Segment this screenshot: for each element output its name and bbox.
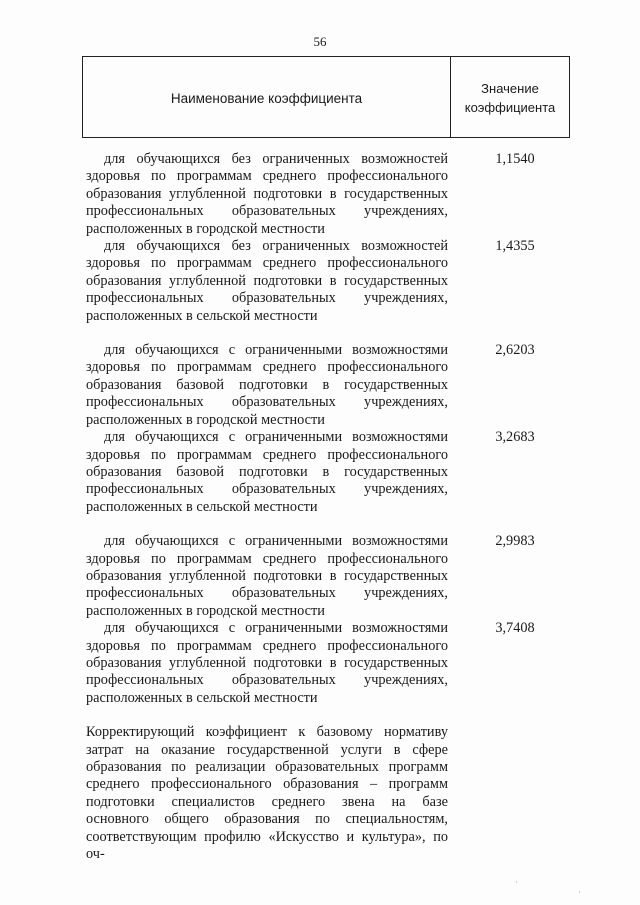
- row-description: для обучающихся с ограниченными возможностями здоровья по программам среднего профессионального образования углубленной подготовки в государственных профессиональных образовательных учреждениях, расположенных в городской местности: [86, 533, 448, 619]
- header-value-line2: коэффициента: [464, 100, 556, 115]
- scan-noise: ·: [515, 878, 518, 887]
- row-value: 3,7408: [495, 620, 535, 637]
- final-paragraph: Корректирующий коэффициент к базовому нормативу затрат на оказание государственной услуги в сфере образования по реализации образовательных программ среднего профессионального образования – программ подготовки специалистов среднего звена на базе основного общего образования по специальностям, соответствующим профилю «Искусство и культура», по оч-: [86, 724, 448, 863]
- row-spacer: [86, 325, 570, 342]
- row-spacer: [86, 707, 570, 724]
- table-row: [86, 342, 570, 429]
- row-value: 2,9983: [495, 533, 535, 550]
- row-description: для обучающихся с ограниченными возможностями здоровья по программам среднего профессионального образования базовой подготовки в государственных профессиональных образовательных учреждениях, расположенных в сельской местности: [86, 429, 448, 515]
- row-description: для обучающихся с ограниченными возможностями здоровья по программам среднего профессионального образования базовой подготовки в государственных профессиональных образовательных учреждениях, расположенных в городской местности: [86, 342, 448, 428]
- scan-noise: ·: [578, 888, 581, 897]
- row-value: 1,4355: [495, 238, 535, 255]
- row-description: для обучающихся без ограниченных возможностей здоровья по программам среднего профессионального образования углубленной подготовки в государственных профессиональных образовательных учреждениях, расположенных в сельской местности: [86, 238, 448, 324]
- header-value-line1: Значение: [481, 81, 539, 96]
- row-value: 2,6203: [495, 342, 535, 359]
- table-row: [86, 429, 570, 516]
- row-description: для обучающихся без ограниченных возможностей здоровья по программам среднего профессионального образования углубленной подготовки в государственных профессиональных образовательных учреждениях, расположенных в городской местности: [86, 151, 448, 237]
- row-value: 1,1540: [495, 151, 535, 167]
- page-number: 56: [313, 34, 327, 49]
- table-row: [86, 151, 570, 238]
- row-spacer: [86, 516, 570, 533]
- header-coefficient-name: Наименование коэффициента: [83, 57, 451, 137]
- row-description: для обучающихся с ограниченными возможностями здоровья по программам среднего профессионального образования углубленной подготовки в государственных профессиональных образовательных учреждениях, расположенных в сельской местности: [86, 620, 448, 706]
- header-coefficient-value: [451, 57, 569, 137]
- coefficient-table-body: [86, 151, 570, 863]
- table-header: [82, 56, 570, 138]
- table-row: [86, 238, 570, 325]
- row-value: 3,2683: [495, 429, 535, 446]
- table-row: [86, 620, 570, 707]
- table-row: [86, 533, 570, 620]
